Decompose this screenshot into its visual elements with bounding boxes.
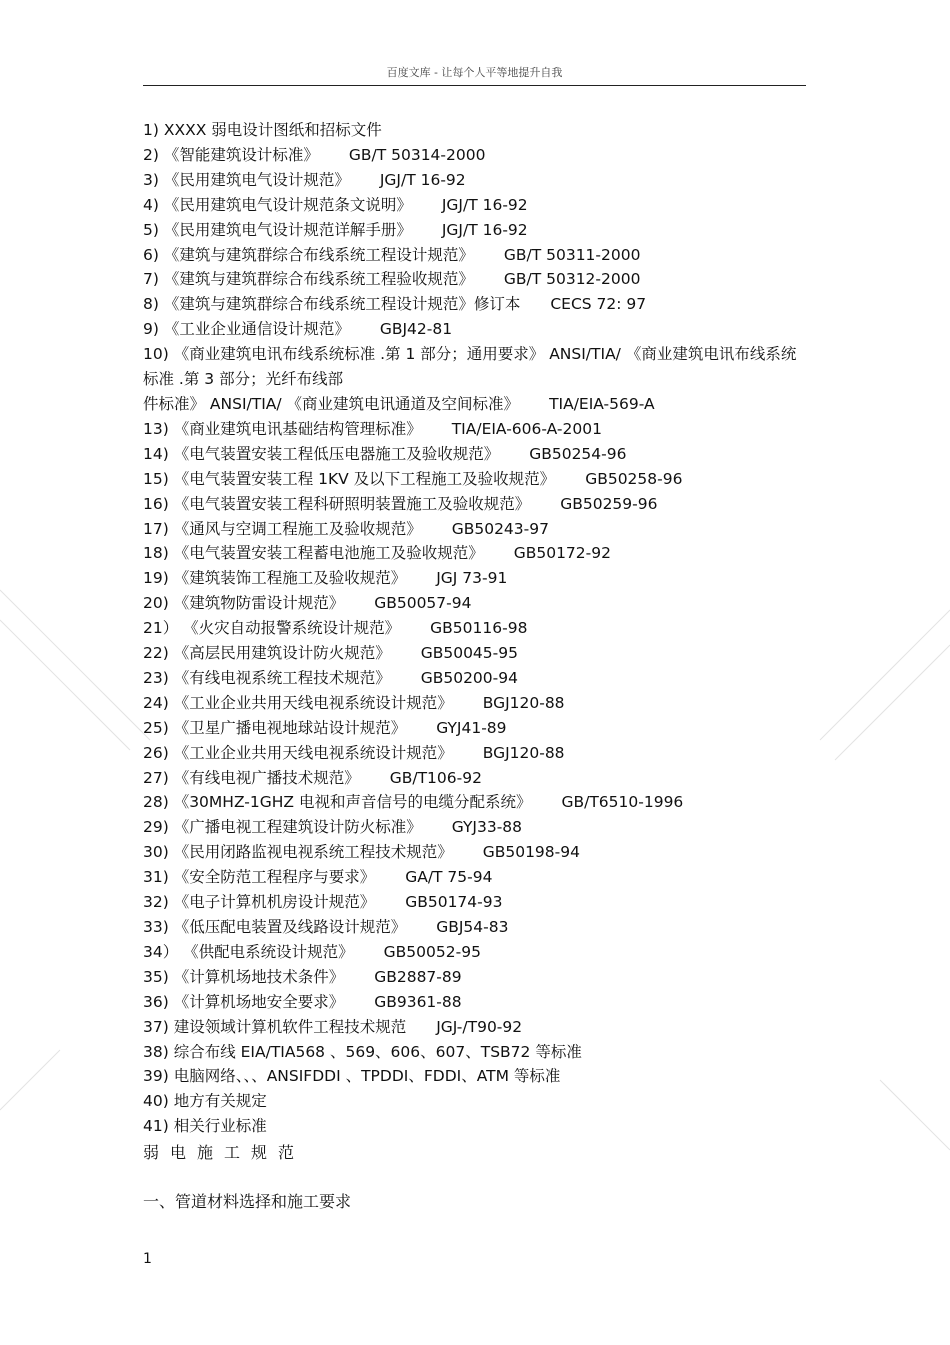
- standard-code: GB50198-94: [482, 843, 580, 862]
- standard-title: 14) 《电气装置安装工程低压电器施工及验收规范》: [143, 444, 500, 463]
- standard-code: GB/T106-92: [389, 768, 482, 787]
- standard-item: [143, 641, 808, 666]
- standard-title: 10) 《商业建筑电讯布线系统标准 .第 1 部分；通用要求》 ANSI/TIA/ 《商业建筑电讯布线系统标准 .第 3 部分；光纤布线部: [143, 345, 797, 389]
- standard-item: [143, 591, 808, 616]
- standard-title: 16) 《电气装置安装工程科研照明装置施工及验收规范》: [143, 494, 531, 513]
- standard-code: GBJ42-81: [379, 320, 453, 339]
- standard-item: [143, 566, 808, 591]
- standard-item: [143, 1064, 808, 1089]
- standard-title: 13) 《商业建筑电讯基础结构管理标准》: [143, 419, 422, 438]
- standard-title: 24) 《工业企业共用天线电视系统设计规范》: [143, 693, 453, 712]
- standard-code: GB50057-94: [374, 594, 472, 613]
- standard-item: [143, 1015, 808, 1040]
- standard-item: [143, 1114, 808, 1139]
- standard-code: GB50200-94: [420, 668, 518, 687]
- standard-code: JGJ-/T90-92: [436, 1017, 523, 1036]
- standard-item: [143, 815, 808, 840]
- standard-code: JGJ/T 16-92: [441, 220, 528, 239]
- standard-title: 28) 《30MHZ-1GHZ 电视和声音信号的电缆分配系统》: [143, 793, 532, 812]
- standard-title: 40) 地方有关规定: [143, 1092, 267, 1111]
- standard-item: [143, 517, 808, 542]
- standard-code: GB/T 50312-2000: [503, 270, 641, 289]
- standard-code: GB/T 50314-2000: [348, 145, 486, 164]
- standard-item: [143, 840, 808, 865]
- standard-code: GA/T 75-94: [405, 868, 493, 887]
- standard-title: 5) 《民用建筑电气设计规范详解手册》: [143, 220, 412, 239]
- standard-code: GYJ33-88: [451, 818, 523, 837]
- standard-title: 25) 《卫星广播电视地球站设计规范》: [143, 718, 407, 737]
- standard-title: 34） 《供配电系统设计规范》: [143, 942, 354, 961]
- standard-title: 33) 《低压配电装置及线路设计规范》: [143, 918, 407, 936]
- standard-item: [143, 716, 808, 741]
- standard-item: [143, 243, 808, 268]
- standard-item: [143, 1089, 808, 1114]
- standard-title: 18) 《电气装置安装工程蓄电池施工及验收规范》: [143, 544, 484, 563]
- standard-item: [143, 1040, 808, 1065]
- standard-code: GB50174-93: [405, 893, 503, 912]
- standard-item: [143, 342, 808, 392]
- standard-item: [143, 766, 808, 791]
- standard-item: [143, 541, 808, 566]
- standard-code: JGJ/T 16-92: [441, 195, 528, 214]
- standard-code: GBJ54-83: [436, 918, 509, 936]
- standard-item: [143, 467, 808, 492]
- standard-item: [143, 392, 808, 417]
- standard-title: 37) 建设领域计算机软件工程技术规范: [143, 1017, 407, 1036]
- standard-title: 20) 《建筑物防雷设计规范》: [143, 594, 345, 613]
- standard-title: 4) 《民用建筑电气设计规范条文说明》: [143, 195, 412, 214]
- standard-title: 31) 《安全防范工程程序与要求》: [143, 868, 376, 887]
- standard-code: GB/T 50311-2000: [503, 245, 641, 264]
- standard-title: 2) 《智能建筑设计标准》: [143, 145, 319, 164]
- standard-code: GB50254-96: [529, 444, 627, 463]
- standard-item: [143, 118, 808, 143]
- standard-code: TIA/EIA-569-A: [549, 394, 655, 413]
- page-number: 1: [143, 1251, 152, 1267]
- standard-code: GYJ41-89: [436, 718, 507, 737]
- header-divider: [143, 85, 806, 86]
- standard-title: 29) 《广播电视工程建筑设计防火标准》: [143, 818, 422, 837]
- standard-title: 21） 《火灾自动报警系统设计规范》: [143, 619, 401, 638]
- standard-code: CECS 72: 97: [550, 295, 647, 314]
- standard-code: GB/T6510-1996: [561, 793, 684, 812]
- standard-item: [143, 417, 808, 442]
- standard-code: GB50259-96: [560, 494, 658, 513]
- standard-item: [143, 666, 808, 691]
- standard-title: 23) 《有线电视系统工程技术规范》: [143, 668, 391, 687]
- standard-code: GB50052-95: [383, 942, 481, 961]
- section-title: 弱电施工规范: [143, 1143, 306, 1162]
- standard-item: [143, 741, 808, 766]
- standard-title: 32) 《电子计算机机房设计规范》: [143, 893, 376, 912]
- subsection-title: 一、管道材料选择和施工要求: [143, 1192, 352, 1211]
- standard-code: GB50045-95: [420, 644, 518, 663]
- standard-title: 35) 《计算机场地技术条件》: [143, 967, 345, 986]
- standard-item: [143, 990, 808, 1015]
- standard-item: [143, 267, 808, 292]
- standard-title: 3) 《民用建筑电气设计规范》: [143, 170, 350, 189]
- standard-code: JGJ/T 16-92: [379, 170, 466, 189]
- standard-item: [143, 915, 808, 940]
- standard-item: [143, 143, 808, 168]
- standard-item: [143, 492, 808, 517]
- standard-title: 件标准》 ANSI/TIA/ 《商业建筑电讯通道及空间标准》: [143, 394, 520, 413]
- standard-code: GB50243-97: [451, 519, 549, 538]
- standard-title: 36) 《计算机场地安全要求》: [143, 992, 345, 1011]
- standard-title: 22) 《高层民用建筑设计防火规范》: [143, 644, 391, 663]
- standard-code: GB9361-88: [374, 992, 462, 1011]
- standard-item: [143, 691, 808, 716]
- standard-title: 30) 《民用闭路监视电视系统工程技术规范》: [143, 843, 453, 862]
- page-header: 百度文库 - 让每个人平等地提升自我: [386, 66, 563, 79]
- standard-title: 19) 《建筑装饰工程施工及验收规范》: [143, 569, 407, 588]
- standard-title: 26) 《工业企业共用天线电视系统设计规范》: [143, 743, 453, 762]
- standard-code: GB50258-96: [585, 469, 683, 488]
- standard-item: [143, 218, 808, 243]
- standard-title: 41) 相关行业标准: [143, 1117, 267, 1136]
- standard-code: BGJ120-88: [482, 693, 565, 712]
- standard-item: [143, 442, 808, 467]
- standard-title: 39) 电脑网络、、、ANSIFDDI 、TPDDI、FDDI、ATM 等标准: [143, 1067, 561, 1086]
- standard-item: [143, 292, 808, 317]
- standard-code: BGJ120-88: [482, 743, 565, 762]
- standard-title: 8) 《建筑与建筑群综合布线系统工程设计规范》修订本: [143, 295, 521, 314]
- standard-code: GB50172-92: [513, 544, 611, 563]
- standard-item: [143, 965, 808, 990]
- standard-title: 7) 《建筑与建筑群综合布线系统工程验收规范》: [143, 270, 474, 289]
- standard-item: [143, 790, 808, 815]
- standards-list: [143, 118, 808, 1139]
- standard-title: 1) XXXX 弱电设计图纸和招标文件: [143, 121, 382, 139]
- standard-code: GB50116-98: [430, 619, 528, 638]
- standard-item: [143, 168, 808, 193]
- standard-item: [143, 193, 808, 218]
- standard-item: [143, 890, 808, 915]
- standard-code: TIA/EIA-606-A-2001: [451, 419, 602, 438]
- standard-title: 27) 《有线电视广播技术规范》: [143, 768, 360, 787]
- standard-item: [143, 865, 808, 890]
- standard-code: GB2887-89: [374, 967, 462, 986]
- standard-title: 38) 综合布线 EIA/TIA568 、569、606、607、TSB72 等标准: [143, 1042, 582, 1061]
- standard-item: [143, 317, 808, 342]
- standard-item: [143, 616, 808, 641]
- standard-title: 9) 《工业企业通信设计规范》: [143, 320, 350, 339]
- standard-title: 6) 《建筑与建筑群综合布线系统工程设计规范》: [143, 245, 474, 264]
- standard-code: JGJ 73-91: [436, 569, 508, 588]
- standard-title: 17) 《通风与空调工程施工及验收规范》: [143, 519, 422, 538]
- standard-item: [143, 940, 808, 965]
- standard-title: 15) 《电气装置安装工程 1KV 及以下工程施工及验收规范》: [143, 469, 556, 488]
